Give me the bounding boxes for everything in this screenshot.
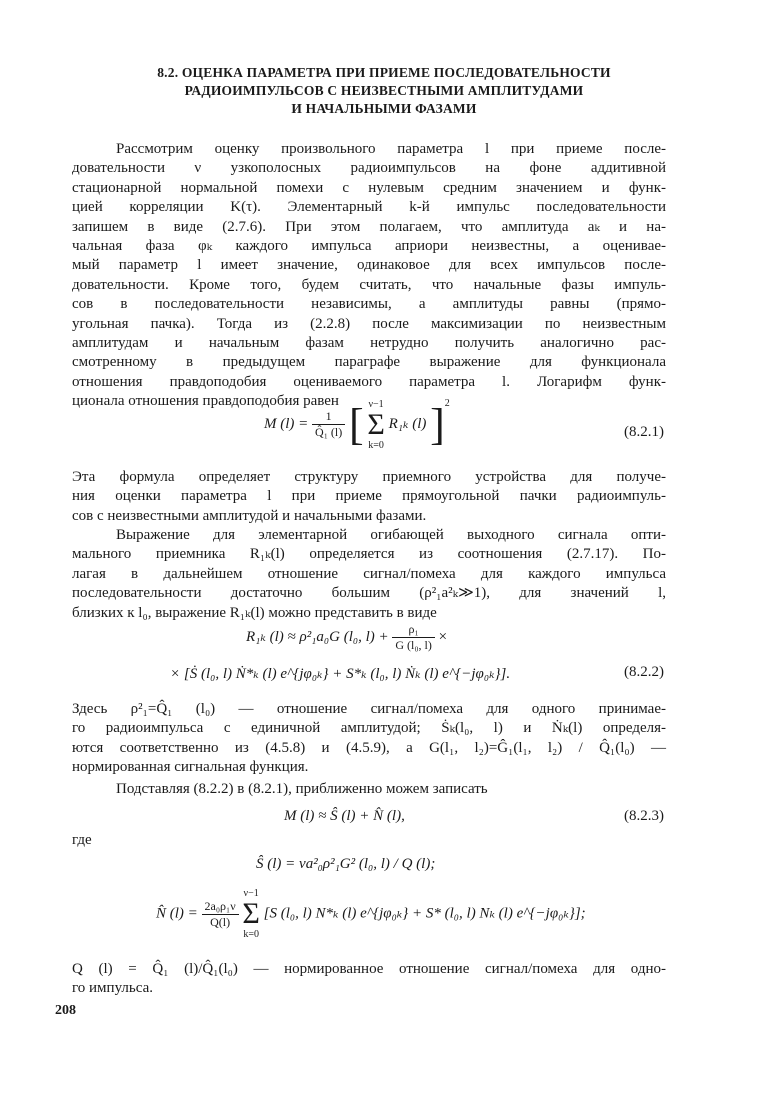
- eq-lhs: M (l) =: [264, 416, 309, 432]
- text-line: Q (l) = Q̂₁ (l)/Q̂₁(l₀) — нормированное отношение сигнал/помеха для одно-: [72, 961, 666, 977]
- times-sign: ×: [438, 628, 448, 645]
- text-line: сов с неизвестными амплитудой и начальными фазами.: [72, 507, 427, 524]
- left-bracket: [: [348, 400, 364, 450]
- text-line: го радиоимпульса с единичной амплитудой; Ṡₖ(l₀, l) и Ṅₖ(l) определя-: [72, 720, 666, 737]
- paragraph-normalized: [72, 960, 666, 999]
- eq-rhs: [S (l₀, l) N*ₖ (l) e^{jφ₀ₖ} + S* (l₀, l) Nₖ (l) e^{−jφ₀ₖ}];: [263, 905, 586, 922]
- paragraph-intro: [72, 140, 666, 412]
- text-line: цией корреляции K(τ). Элементарный k-й импульс последовательности: [72, 199, 666, 216]
- paragraph-definitions: [72, 700, 666, 778]
- text-line: нормированная сигнальная функция.: [72, 759, 309, 776]
- heading-line: И НАЧАЛЬНЫМИ ФАЗАМИ: [291, 101, 477, 116]
- fraction-denominator: Q(l): [210, 914, 231, 929]
- text-line: сов в последовательности независимы, а амплитуды равны (прямо-: [72, 296, 666, 313]
- eq-lhs: R₁ₖ (l) ≈ ρ²₁a₀G (l₀, l) +: [246, 628, 389, 645]
- equation-number: (8.2.1): [624, 424, 664, 440]
- equation-noise-term: [156, 888, 586, 940]
- eq-term: R₁ₖ (l): [388, 416, 427, 432]
- equation-8-2-3: M (l) ≈ Ŝ (l) + N̂ (l),: [284, 808, 405, 824]
- text-line: лагая в дальнейшем отношение сигнал/помеха для каждого импульса: [72, 565, 666, 582]
- text-line: ционала отношения правдоподобия равен: [72, 393, 339, 410]
- text-line: довательности ν узкополосных радиоимпульсов на фоне аддитивной: [72, 160, 666, 177]
- text-line: Подставляя (8.2.2) в (8.2.1), приближенно можем записать: [116, 781, 488, 797]
- equation-number: (8.2.2): [624, 664, 664, 680]
- text-line: смотренному в предыдущем параграфе выражение для функционала: [72, 354, 666, 371]
- fraction-numerator: ρ₁: [392, 622, 435, 638]
- text-line: Рассмотрим оценку произвольного параметра l при приеме после-: [116, 141, 666, 157]
- paragraph-formula-meaning: [72, 468, 666, 526]
- where-label: где: [72, 832, 92, 848]
- heading-line: РАДИОИМПУЛЬСОВ С НЕИЗВЕСТНЫМИ АМПЛИТУДАМИ: [184, 83, 584, 98]
- summation: [242, 888, 259, 940]
- eq-fraction: [312, 409, 345, 440]
- text-line: ния оценки параметра l при приеме прямоугольной пачки радиоимпуль-: [72, 488, 666, 505]
- text-line: Здесь ρ²₁=Q̂₁ (l₀) — отношение сигнал/помеха для одного принимае-: [72, 701, 666, 717]
- sum-lower-limit: k=0: [243, 929, 259, 940]
- text-line: запишем в виде (2.7.6). При этом полагаем, что амплитуда aₖ и на-: [72, 218, 666, 235]
- fraction-numerator: 2a₀ρ₁ν: [202, 899, 239, 915]
- equation-8-2-1: [264, 398, 450, 451]
- text-line: го импульса.: [72, 980, 153, 997]
- text-line: Эта формула определяет структуру приемного устройства для получе-: [72, 469, 666, 485]
- eq-fraction: [202, 899, 239, 930]
- equation-signal-term: Ŝ (l) = νa²₀ρ²₁G² (l₀, l) / Q (l);: [256, 856, 436, 872]
- fraction-denominator: G (l₀, l): [395, 638, 432, 652]
- fraction-numerator: 1: [312, 409, 345, 425]
- text-line: Выражение для элементарной огибающей выходного сигнала опти-: [116, 527, 666, 543]
- sigma-symbol: Σ: [367, 407, 385, 441]
- summation: [367, 399, 384, 451]
- text-line: амплитудам и начальным фазам нетрудно получить аналогично рас-: [72, 335, 666, 352]
- eq-fraction: [392, 622, 435, 653]
- equation-8-2-2-line2: × [Ṡ (l₀, l) Ṅ*ₖ (l) e^{jφ₀ₖ} + S*ₖ (l₀, l) Ṅₖ (l) e^{−jφ₀ₖ}].: [170, 666, 511, 682]
- paragraph-envelope: [72, 526, 666, 623]
- text-line: стационарной нормальной помехи с нулевым средним значением и функ-: [72, 179, 666, 196]
- equation-number: (8.2.3): [624, 808, 664, 824]
- sum-upper-limit: ν−1: [368, 398, 384, 410]
- text-line: чальная фаза φₖ каждого импульса априори неизвестны, а оценивае-: [72, 238, 666, 255]
- sum-upper-limit: ν−1: [243, 888, 259, 899]
- text-line: довательности. Кроме того, будем считать, что начальные фазы импуль-: [72, 276, 666, 293]
- text-line: отношения правдоподобия оцениваемого параметра l. Логарифм функ-: [72, 373, 666, 390]
- text-line: близких к l₀, выражение R₁ₖ(l) можно представить в виде: [72, 604, 437, 621]
- section-heading: [60, 64, 708, 118]
- right-bracket: ]: [430, 400, 445, 450]
- text-line: угольная пачка). Тогда из (2.2.8) после максимизации по неизвестным: [72, 315, 666, 332]
- text-line: ются соответственно из (4.5.8) и (4.5.9), а G(l₁, l₂)=Ĝ₁(l₁, l₂) / Q̂₁(l₀) —: [72, 739, 666, 756]
- text-line: мый параметр l имеет значение, одинаковое для всех импульсов после-: [72, 257, 666, 274]
- eq-lhs: N̂ (l) =: [156, 905, 198, 922]
- equation-8-2-2-line1: [246, 622, 447, 653]
- page-number: 208: [55, 1003, 76, 1018]
- paragraph-substitution: [72, 780, 666, 799]
- text-line: мального приемника R₁ₖ(l) определяется из соотношения (2.7.17). По-: [72, 546, 666, 563]
- fraction-denominator: Q̂₁ (l): [315, 425, 343, 440]
- heading-line: 8.2. ОЦЕНКА ПАРАМЕТРА ПРИ ПРИЕМЕ ПОСЛЕДОВАТЕЛЬНОСТИ: [157, 65, 611, 80]
- text-line: последовательности достаточно большим (ρ²₁a²ₖ≫1), для значений l,: [72, 585, 666, 602]
- eq-power: 2: [444, 398, 450, 409]
- sum-lower-limit: k=0: [368, 439, 384, 451]
- sigma-symbol: Σ: [242, 897, 260, 930]
